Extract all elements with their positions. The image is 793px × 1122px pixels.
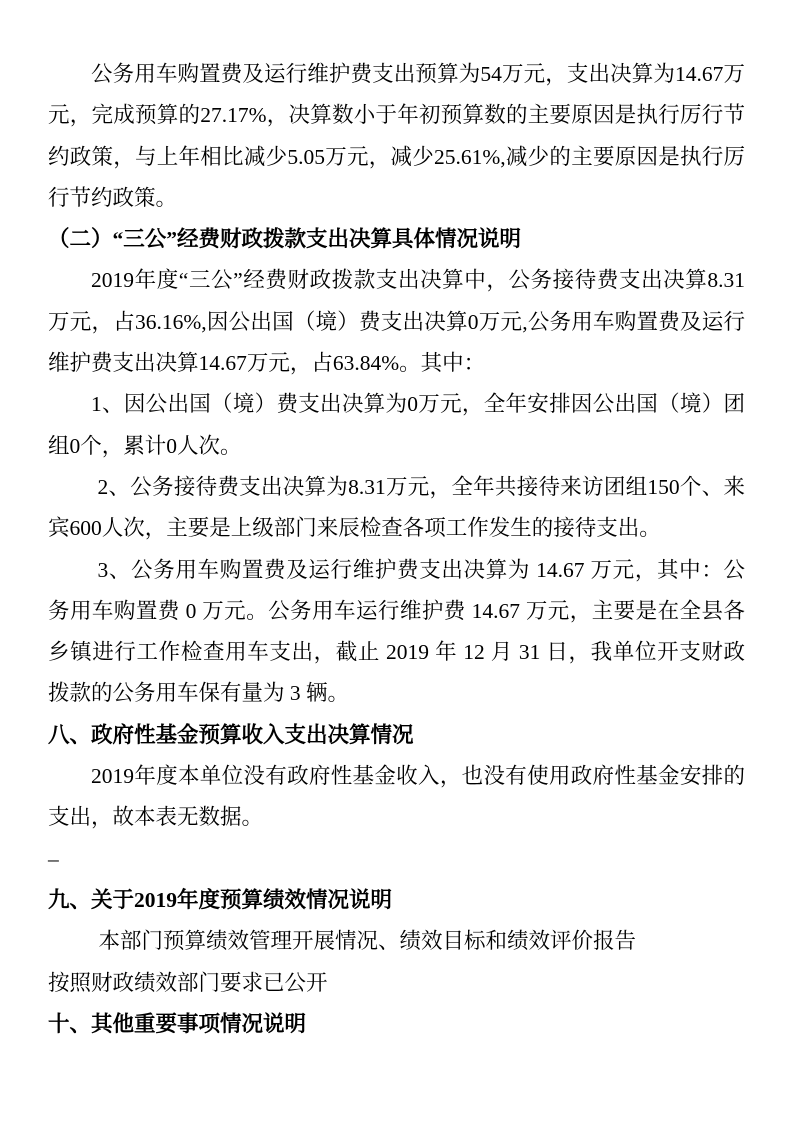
para-performance-disclosure-line: 按照财政绩效部门要求已公开 <box>48 970 328 995</box>
para-vehicle-budget-summary: 公务用车购置费及运行维护费支出预算为54万元，支出决算为14.67万元，完成预算的27.17%，决算数小于年初预算数的主要原因是执行厉行节约政策，与上年相比减少5.05万元，减少25.61%,减少的主要原因是执行厉行节约政策。 <box>48 62 745 210</box>
heading-section-two-three-public-funds: （二）“三公”经费财政拨款支出决算具体情况说明 <box>48 227 522 252</box>
para-performance-report-line: 本部门预算绩效管理开展情况、绩效目标和绩效评价报告 <box>98 929 637 954</box>
dash-line: – <box>48 846 59 871</box>
heading-section-eight-government-funds: 八、政府性基金预算收入支出决算情况 <box>48 722 414 747</box>
para-government-funds-statement: 2019年度本单位没有政府性基金收入，也没有使用政府性基金安排的支出，故本表无数据。 <box>48 764 745 830</box>
para-item-3-official-vehicles: 3、公务用车购置费及运行维护费支出决算为 14.67 万元，其中：公务用车购置费 0 万元。公务用车运行维护费 14.67 万元，主要是在全县各乡镇进行工作检查用车支出，截止 2019 年 12 月 31 日，我单位开支财政拨款的公务用车保有量为 3 辆。 <box>48 557 745 706</box>
para-item-2-official-reception: 2、公务接待费支出决算为8.31万元，全年共接待来访团组150个、来宾600人次，主要是上级部门来辰检查各项工作发生的接待支出。 <box>48 474 745 541</box>
heading-section-nine-budget-performance: 九、关于2019年度预算绩效情况说明 <box>48 887 393 912</box>
para-item-1-overseas-trips: 1、因公出国（境）费支出决算为0万元，全年安排因公出国（境）团组0个，累计0人次。 <box>48 392 745 458</box>
para-three-public-funds-overview: 2019年度“三公”经费财政拨款支出决算中，公务接待费支出决算8.31万元，占36.16%,因公出国（境）费支出决算0万元,公务用车购置费及运行维护费支出决算14.67万元，占63.84%。其中： <box>48 268 745 376</box>
heading-section-ten-other-matters: 十、其他重要事项情况说明 <box>48 1011 307 1036</box>
